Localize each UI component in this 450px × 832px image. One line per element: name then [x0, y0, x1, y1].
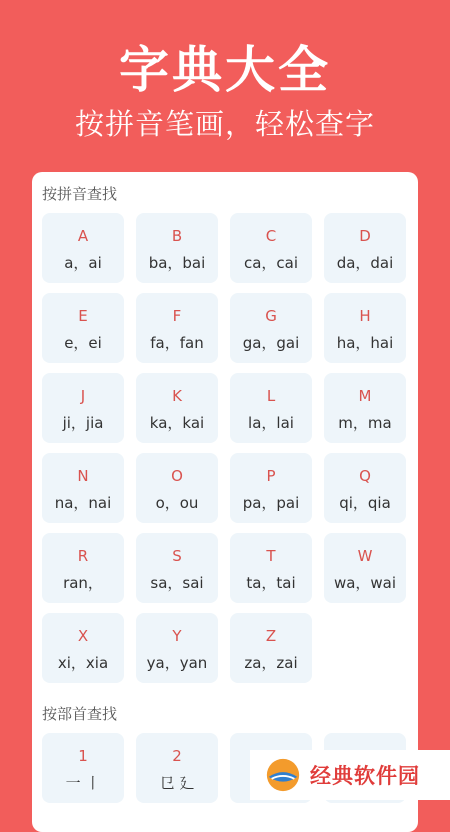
pinyin-tile-key: X	[77, 627, 89, 645]
pinyin-section-title: 按拼音查找	[42, 185, 118, 203]
pinyin-tile-key: R	[77, 547, 89, 565]
pinyin-tile[interactable]	[230, 213, 312, 283]
radical-tile-key: 2	[172, 747, 182, 765]
pinyin-tile-values: qi，qia	[339, 494, 391, 512]
pinyin-tile-values: ha，hai	[336, 334, 394, 352]
pinyin-tile-key: J	[80, 387, 86, 405]
pinyin-tile-values: wa，wai	[333, 574, 397, 592]
pinyin-tile[interactable]	[230, 533, 312, 603]
pinyin-tile-values: xi，xia	[57, 654, 109, 672]
pinyin-tile-values: da，dai	[336, 254, 394, 272]
pinyin-tile-values: o，ou	[155, 494, 199, 512]
pinyin-tile-values: ta，tai	[246, 574, 296, 592]
pinyin-tile[interactable]	[136, 453, 218, 523]
pinyin-tile-key: S	[172, 547, 182, 565]
watermark	[250, 750, 450, 800]
pinyin-tile[interactable]	[324, 213, 406, 283]
radical-tile-values: 㔾 廴	[159, 774, 195, 792]
pinyin-tile[interactable]	[42, 613, 124, 683]
pinyin-tile[interactable]	[42, 533, 124, 603]
pinyin-tile-values: ba，bai	[148, 254, 206, 272]
pinyin-tile[interactable]	[136, 293, 218, 363]
pinyin-grid	[42, 213, 406, 683]
radical-tile-key: 1	[78, 747, 88, 765]
pinyin-tile-key: W	[357, 547, 373, 565]
pinyin-tile-values: la，lai	[248, 414, 294, 432]
pinyin-tile[interactable]	[42, 373, 124, 443]
pinyin-tile-key: B	[171, 227, 183, 245]
pinyin-tile[interactable]	[324, 293, 406, 363]
pinyin-tile[interactable]	[324, 533, 406, 603]
pinyin-tile-key: O	[171, 467, 183, 485]
pinyin-tile-values: ji，jia	[62, 414, 104, 432]
pinyin-tile-values: ka，kai	[149, 414, 205, 432]
pinyin-tile-values: e，ei	[64, 334, 102, 352]
pinyin-tile-key: L	[266, 387, 276, 405]
pinyin-tile[interactable]	[136, 213, 218, 283]
pinyin-tile-values: pa，pai	[242, 494, 300, 512]
pinyin-tile[interactable]	[42, 453, 124, 523]
pinyin-tile-key: K	[172, 387, 182, 405]
pinyin-tile-key: E	[78, 307, 88, 325]
pinyin-tile-key: D	[359, 227, 371, 245]
pinyin-tile-key: A	[77, 227, 89, 245]
pinyin-tile-values: na，nai	[54, 494, 112, 512]
radical-tile[interactable]	[42, 733, 124, 803]
pinyin-tile-values: sa，sai	[150, 574, 204, 592]
pinyin-tile-key: N	[77, 467, 89, 485]
pinyin-tile-key: F	[172, 307, 182, 325]
pinyin-tile[interactable]	[230, 373, 312, 443]
pinyin-tile-key: Z	[265, 627, 277, 645]
pinyin-tile[interactable]	[136, 533, 218, 603]
pinyin-tile-key: G	[265, 307, 277, 325]
pinyin-tile-values: ya，yan	[146, 654, 208, 672]
watermark-text: 经典软件园	[310, 764, 420, 788]
pinyin-tile[interactable]	[230, 613, 312, 683]
radical-tile[interactable]	[136, 733, 218, 803]
pinyin-tile-key: C	[265, 227, 277, 245]
lookup-card	[32, 172, 418, 832]
pinyin-tile-key: T	[266, 547, 276, 565]
pinyin-tile[interactable]	[42, 293, 124, 363]
radical-section-title: 按部首查找	[42, 705, 118, 723]
pinyin-tile[interactable]	[324, 373, 406, 443]
pinyin-tile-values: ran，	[63, 574, 103, 592]
pinyin-tile-values: m，ma	[338, 414, 392, 432]
radical-tile-values: 一 丨	[65, 774, 101, 792]
pinyin-tile-key: M	[358, 387, 372, 405]
watermark-logo-icon	[264, 756, 302, 794]
pinyin-tile[interactable]	[230, 293, 312, 363]
pinyin-tile-values: za，zai	[244, 654, 298, 672]
pinyin-tile-values: a，ai	[64, 254, 102, 272]
app-title: 字典大全	[119, 41, 331, 99]
pinyin-tile-key: P	[266, 467, 276, 485]
pinyin-tile-values: ca，cai	[243, 254, 299, 272]
app-subtitle: 按拼音笔画，轻松查字	[74, 107, 375, 141]
pinyin-tile-values: ga，gai	[242, 334, 300, 352]
pinyin-tile-values: fa，fan	[150, 334, 204, 352]
pinyin-tile[interactable]	[136, 613, 218, 683]
pinyin-tile-key: Y	[172, 627, 182, 645]
pinyin-tile-key: H	[359, 307, 371, 325]
pinyin-tile[interactable]	[42, 213, 124, 283]
pinyin-tile[interactable]	[136, 373, 218, 443]
pinyin-tile[interactable]	[324, 453, 406, 523]
pinyin-tile[interactable]	[230, 453, 312, 523]
pinyin-tile-key: Q	[359, 467, 371, 485]
